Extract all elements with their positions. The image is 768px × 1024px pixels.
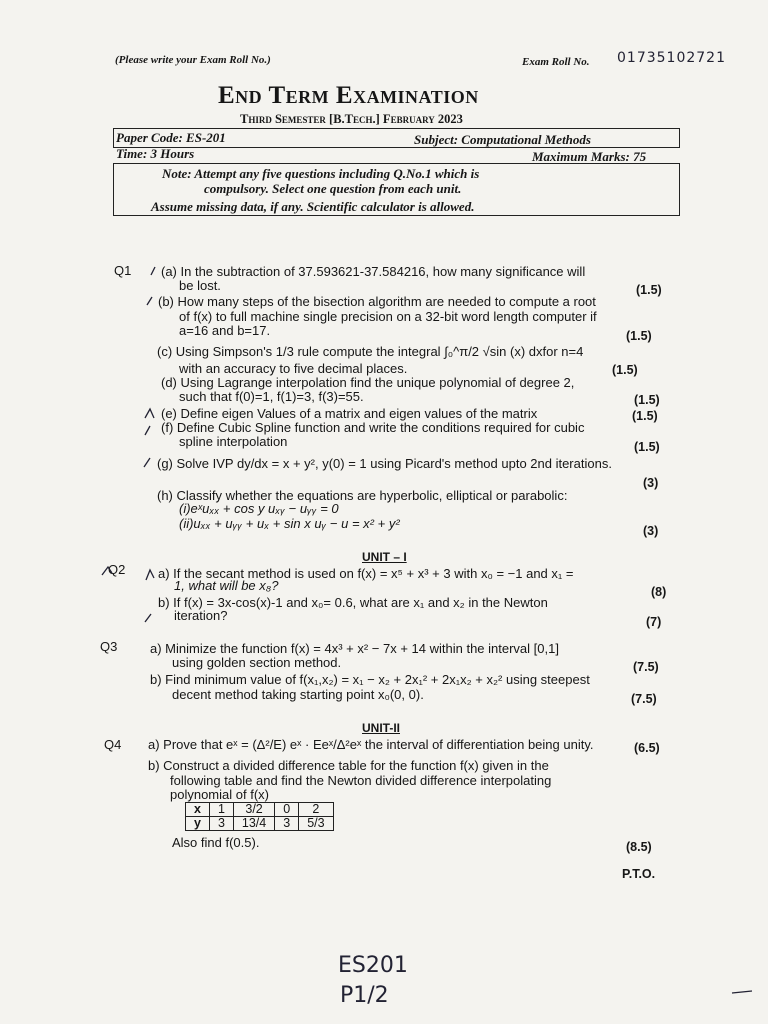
table-cell: 13/4 bbox=[233, 817, 274, 831]
q3b-line-2: decent method taking starting point x₀(0, 0). bbox=[172, 687, 424, 702]
q3a-marks: (7.5) bbox=[633, 660, 659, 674]
q1f-marks: (1.5) bbox=[634, 440, 660, 454]
q1b-line-1: (b) How many steps of the bisection algorithm are needed to compute a root bbox=[158, 294, 596, 309]
q4b-line-3: polynomial of f(x) bbox=[170, 787, 269, 802]
q1b-line-3: a=16 and b=17. bbox=[179, 323, 271, 338]
note-line-3: Assume missing data, if any. Scientific calculator is allowed. bbox=[151, 199, 475, 214]
q1d-line-1: (d) Using Lagrange interpolation find the unique polynomial of degree 2, bbox=[161, 375, 575, 390]
q2a-line-1: a) If the secant method is used on f(x) = x⁵ + x³ + 3 with x₀ = −1 and x₁ = bbox=[158, 566, 574, 581]
exam-time: Time: 3 Hours bbox=[116, 146, 195, 161]
pen-stroke bbox=[732, 991, 752, 993]
tick-mark bbox=[146, 570, 154, 580]
q4b-marks: (8.5) bbox=[626, 840, 652, 854]
table-cell: 2 bbox=[299, 803, 333, 817]
tick-mark bbox=[147, 297, 152, 305]
q1h-line-1: (h) Classify whether the equations are hyperbolic, elliptical or parabolic: bbox=[157, 488, 568, 503]
q2a-marks: (8) bbox=[651, 585, 667, 599]
table-x-header: x bbox=[186, 803, 210, 817]
q1g-marks: (3) bbox=[643, 476, 659, 490]
handwritten-paper-code: ES201 bbox=[338, 953, 408, 978]
tick-mark bbox=[144, 458, 150, 467]
q3b-line-1: b) Find minimum value of f(x₁,x₂) = x₁ − x₂ + 2x₁² + 2x₁x₂ + x₂² using steepest bbox=[150, 672, 590, 687]
tick-mark bbox=[145, 614, 151, 622]
exam-roll-label: Exam Roll No. bbox=[522, 56, 590, 68]
q3a-line-2: using golden section method. bbox=[172, 655, 342, 670]
note-line-1: Note: Attempt any five questions including Q.No.1 which is bbox=[162, 166, 480, 181]
q4a-line-1: a) Prove that eˣ = (Δ²/E) eˣ · Eeˣ/Δ²eˣ the interval of differentiation being unity. bbox=[148, 737, 594, 752]
q4b-line-2: following table and find the Newton divided difference interpolating bbox=[170, 773, 552, 788]
q2a-line-2: 1, what will be x₈? bbox=[174, 578, 279, 593]
q2b-line-1: b) If f(x) = 3x-cos(x)-1 and x₀= 0.6, what are x₁ and x₂ in the Newton bbox=[158, 595, 548, 610]
q1e-line-1: (e) Define eigen Values of a matrix and eigen values of the matrix bbox=[161, 406, 538, 421]
table-cell: 5/3 bbox=[299, 817, 333, 831]
please-turn-over: P.T.O. bbox=[622, 867, 656, 881]
question-1-label: Q1 bbox=[114, 263, 132, 278]
q1d-line-2: such that f(0)=1, f(1)=3, f(3)=55. bbox=[179, 389, 364, 404]
q1b-marks: (1.5) bbox=[626, 329, 652, 343]
subject: Subject: Computational Methods bbox=[414, 132, 591, 147]
handwritten-page-number: P1/2 bbox=[340, 983, 389, 1008]
table-y-header: y bbox=[186, 817, 210, 831]
q1d-marks: (1.5) bbox=[634, 393, 660, 407]
q1c-line-1: (c) Using Simpson's 1/3 rule compute the integral ∫₀^π/2 √sin (x) dxfor n=4 bbox=[157, 344, 584, 359]
question-2-label: Q2 bbox=[108, 562, 126, 577]
tick-mark bbox=[145, 426, 150, 435]
question-3-label: Q3 bbox=[100, 639, 118, 654]
q3a-line-1: a) Minimize the function f(x) = 4x³ + x² − 7x + 14 within the interval [0,1] bbox=[150, 641, 559, 656]
q1f-line-1: (f) Define Cubic Spline function and write the conditions required for cubic bbox=[161, 420, 585, 435]
maximum-marks: Maximum Marks: 75 bbox=[532, 149, 647, 164]
q1h-line-3: (ii)uₓₓ + uᵧᵧ + uₓ + sin x uᵧ − u = x² + y² bbox=[179, 516, 400, 531]
note-line-2: compulsory. Select one question from each unit. bbox=[204, 181, 462, 196]
q1c-line-2: with an accuracy to five decimal places. bbox=[179, 361, 408, 376]
semester-line: Third Semester [B.Tech.] February 2023 bbox=[240, 112, 463, 126]
unit-2-heading: UNIT-II bbox=[362, 721, 400, 735]
q2b-marks: (7) bbox=[646, 615, 662, 629]
q4a-marks: (6.5) bbox=[634, 741, 660, 755]
question-4-label: Q4 bbox=[104, 737, 122, 752]
q4b-line-1: b) Construct a divided difference table for the function f(x) given in the bbox=[148, 758, 549, 773]
q1h-marks: (3) bbox=[643, 524, 659, 538]
q2b-line-2: iteration? bbox=[174, 608, 228, 623]
q1b-line-2: of f(x) to full machine single precision on a 32-bit word length computer if bbox=[179, 309, 597, 324]
q1a-line-2: be lost. bbox=[179, 278, 221, 293]
exam-roll-value: 01735102721 bbox=[617, 50, 726, 66]
q1c-marks: (1.5) bbox=[612, 363, 638, 377]
tick-mark bbox=[102, 567, 112, 575]
exam-title: End Term Examination bbox=[218, 82, 479, 109]
q1a-marks: (1.5) bbox=[636, 283, 662, 297]
q1h-line-2: (i)eˣuₓₓ + cos y uₓᵧ − uᵧᵧ = 0 bbox=[179, 501, 339, 516]
tick-mark bbox=[151, 267, 155, 275]
table-cell: 3 bbox=[209, 817, 233, 831]
table-cell: 0 bbox=[275, 803, 299, 817]
q4b-line-4: Also find f(0.5). bbox=[172, 835, 260, 850]
paper-code: Paper Code: ES-201 bbox=[116, 130, 226, 145]
roll-number-prompt: (Please write your Exam Roll No.) bbox=[115, 54, 271, 66]
q1f-line-2: spline interpolation bbox=[179, 434, 288, 449]
q1e-marks: (1.5) bbox=[632, 409, 658, 423]
table-cell: 3/2 bbox=[233, 803, 274, 817]
table-cell: 1 bbox=[209, 803, 233, 817]
unit-1-heading: UNIT – I bbox=[362, 550, 407, 564]
tick-mark bbox=[145, 409, 154, 418]
table-cell: 3 bbox=[275, 817, 299, 831]
q3b-marks: (7.5) bbox=[631, 692, 657, 706]
q1g-line-1: (g) Solve IVP dy/dx = x + y², y(0) = 1 using Picard's method upto 2nd iterations. bbox=[157, 456, 612, 471]
q1a-line-1: (a) In the subtraction of 37.593621-37.584216, how many significance will bbox=[161, 264, 586, 279]
